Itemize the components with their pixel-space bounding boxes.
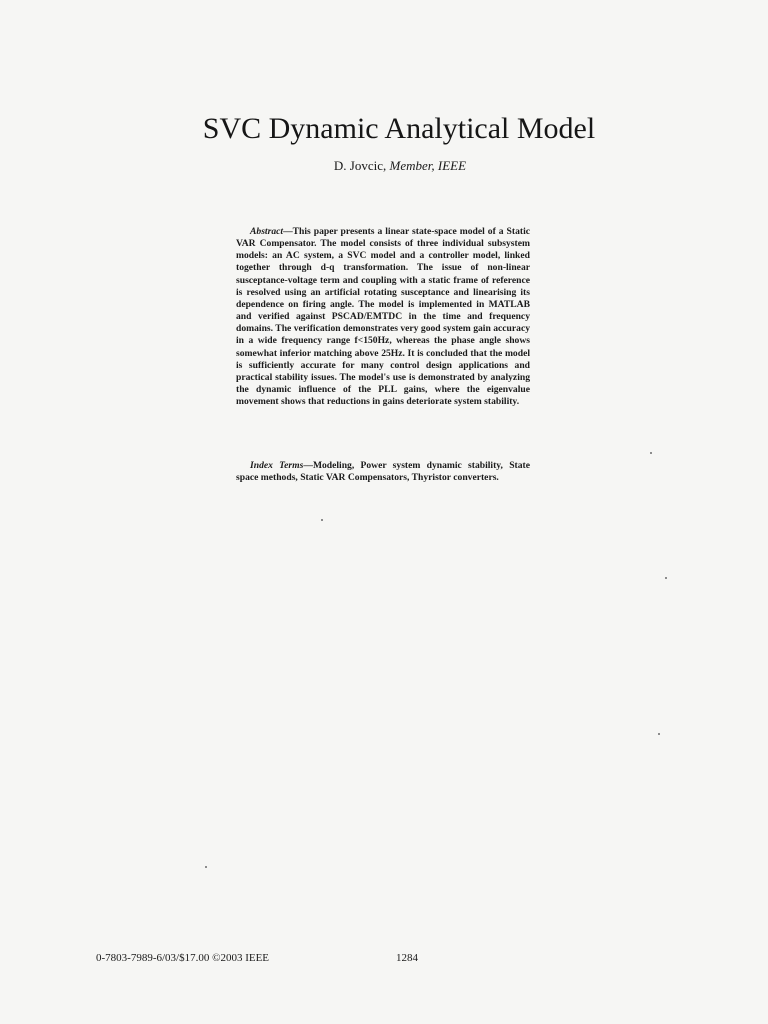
index-terms-text: —Modeling, Power system dynamic stability, State space methods, Static VAR Compensators, Thyristor converters. (236, 460, 530, 484)
author-affiliation: Member, IEEE (389, 158, 467, 173)
scan-speck (205, 866, 207, 868)
index-terms (236, 460, 530, 484)
abstract-text: —This paper presents a linear state-space model of a Static VAR Compensator. The model consists of three individual subsystem models: an AC system, a SVC model and a controller model, linked together through d-q transformation. The issue of non-linear susceptance-voltage term and coupling with a static frame of reference is resolved using an artificial rotating susceptance and linearising its dependence on firing angle. The model is implemented in MATLAB and verified against PSCAD/EMTDC in the time and frequency domains. The verification demonstrates very good system gain accuracy in a wide frequency range f<150Hz, whereas the phase angle shows somewhat inferior matching above 25Hz. It is concluded that the model is sufficiently accurate for many control design applications and practical stability issues. The model's use is demonstrated by analyzing the dynamic influence of the PLL gains, where the eigenvalue movement shows that reductions in gains deteriorate system stability. (236, 226, 530, 408)
scan-speck (650, 452, 652, 454)
copyright-notice: 0-7803-7989-6/03/$17.00 ©2003 IEEE (96, 952, 270, 964)
author-name: D. Jovcic, (333, 158, 387, 173)
scan-speck (658, 733, 660, 735)
page-number: 1284 (396, 952, 418, 964)
paper-title: SVC Dynamic Analytical Model (202, 112, 596, 145)
author-line (0, 158, 768, 174)
scan-speck (665, 577, 667, 579)
abstract-label: Abstract (250, 226, 284, 237)
scan-speck (321, 519, 323, 521)
abstract (236, 226, 530, 408)
index-terms-label: Index Terms (250, 460, 304, 471)
